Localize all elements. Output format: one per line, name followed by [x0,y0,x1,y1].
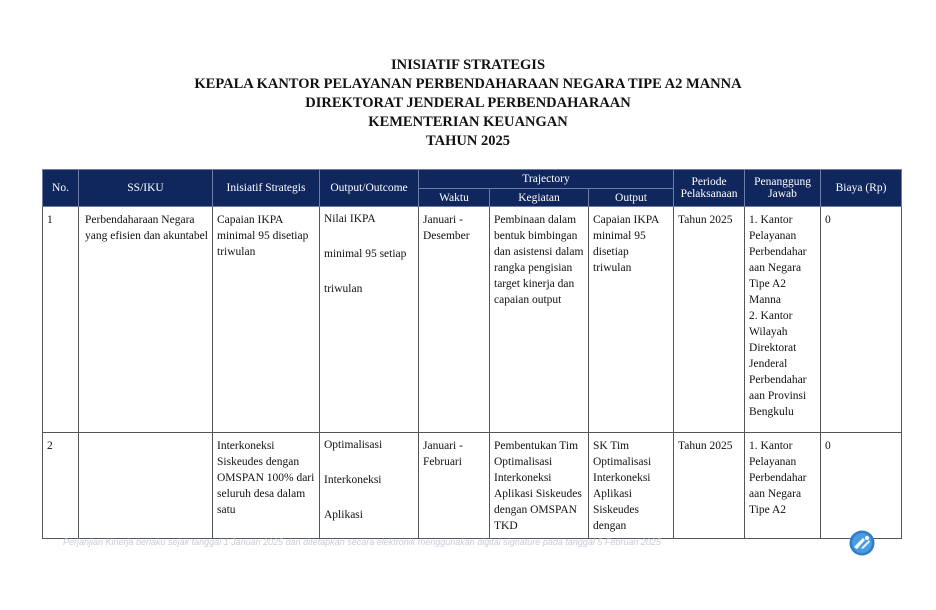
outcome-line: Interkoneksi [324,474,382,486]
header-no: No. [43,170,79,207]
cell-kegiatan: Pembentukan Tim Optimalisasi Interkoneksi Aplikasi Siskeudes dengan OMSPAN TKD [490,433,589,539]
title-line-1: INISIATIF STRATEGIS [390,57,546,73]
pj-line: Perbendahar [749,472,807,484]
footer-signature-note: Perjanjian Kinerja berlaku sejak tanggal 1 Januari 2025 dan ditetapkan secara elektronik menggunakan digital signature pada tanggal 5 Februari 2025 [63,537,661,547]
header-periode [674,170,745,207]
header-output-outcome: Output/Outcome [320,170,419,207]
table-row [43,433,902,539]
pj-line: aan Negara [749,262,802,274]
cell-periode: Tahun 2025 [674,207,745,433]
header-inisiatif: Inisiatif Strategis [213,170,320,207]
header-periode-line2: Pelaksanaan [680,188,738,200]
cell-waktu: Januari - Februari [419,433,490,539]
initiative-table [42,169,902,539]
cell-biaya: 0 [821,207,902,433]
outcome-line: Optimalisasi [324,439,383,451]
cell-outcome [320,433,419,539]
pj-line: 1. Kantor [749,214,793,226]
table-row [43,207,902,433]
title-line-4: KEMENTERIAN KEUANGAN [368,114,568,130]
pj-line: Direktorat [749,342,797,354]
pj-line: Pelayanan [749,456,797,468]
cell-output: SK Tim Optimalisasi Interkoneksi Aplikasi Siskeudes dengan [589,433,674,539]
document-title [0,56,936,151]
pj-line: Tipe A2 [749,504,786,516]
pj-line: 2. Kantor [749,310,793,322]
outcome-line: minimal 95 setiap [324,248,407,260]
title-line-5: TAHUN 2025 [426,133,510,149]
pj-line: Tipe A2 [749,278,786,290]
cell-biaya: 0 [821,433,902,539]
title-line-2: KEPALA KANTOR PELAYANAN PERBENDAHARAAN NEGARA TIPE A2 MANNA [194,76,742,92]
header-pj-line1: Penanggung [754,176,811,188]
cell-ss-iku [79,433,213,539]
outcome-lines [324,428,414,533]
cell-penanggung-jawab [745,207,821,433]
header-waktu: Waktu [419,189,490,207]
header-ss-iku: SS/IKU [79,170,213,207]
header-periode-line1: Periode [691,176,727,188]
outcome-line: Nilai IKPA [324,213,376,225]
pj-line: Perbendahar [749,246,807,258]
pj-line: Perbendahar [749,374,807,386]
cell-penanggung-jawab [745,433,821,539]
cell-waktu: Januari - Desember [419,207,490,433]
header-output: Output [589,189,674,207]
pj-line: 1. Kantor [749,440,793,452]
pj-line: Manna [749,294,781,306]
cell-no: 1 [43,207,79,433]
header-biaya: Biaya (Rp) [821,170,902,207]
outcome-line: Aplikasi [324,509,363,521]
header-penanggung-jawab [745,170,821,207]
cell-no: 2 [43,433,79,539]
pj-line: Wilayah [749,326,788,338]
pj-line: Pelayanan [749,230,797,242]
cell-inisiatif: Capaian IKPA minimal 95 disetiap triwulan [213,207,320,433]
cell-output: Capaian IKPA minimal 95 disetiap triwulan [589,207,674,433]
outcome-lines [324,202,414,307]
cell-outcome [320,207,419,433]
cell-inisiatif: Interkoneksi Siskeudes dengan OMSPAN 100% dari seluruh desa dalam satu [213,433,320,539]
kemenkeu-logo-icon [849,530,875,556]
outcome-line: triwulan [324,283,363,295]
title-line-3: DIREKTORAT JENDERAL PERBENDAHARAAN [305,95,631,111]
pj-line: Jenderal [749,358,788,370]
header-trajectory: Trajectory [419,170,674,189]
header-kegiatan: Kegiatan [490,189,589,207]
pj-line: aan Negara [749,488,802,500]
pj-line: Bengkulu [749,406,794,418]
cell-kegiatan: Pembinaan dalam bentuk bimbingan dan asistensi dalam rangka pengisian target kinerja dan capaian output [490,207,589,433]
cell-periode: Tahun 2025 [674,433,745,539]
header-pj-line2: Jawab [768,188,797,200]
pj-line: aan Provinsi [749,390,807,402]
cell-ss-iku: Perbendaharaan Negara yang efisien dan akuntabel [79,207,213,433]
